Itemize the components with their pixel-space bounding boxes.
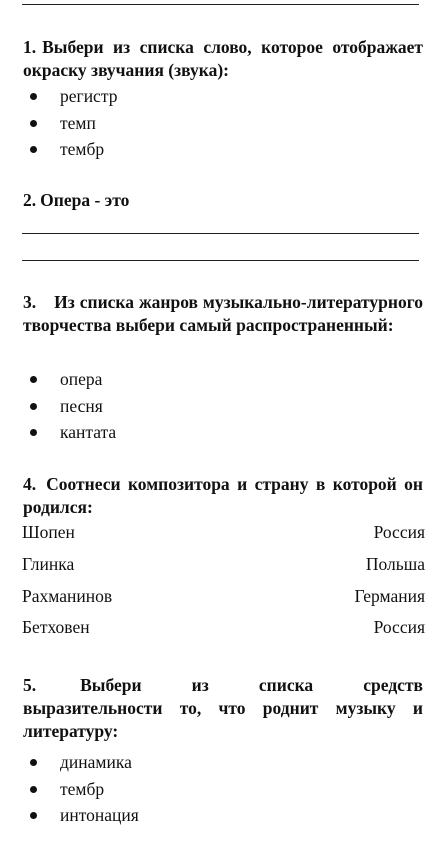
question-2-number: 2. xyxy=(23,190,37,210)
question-3-number: 3. xyxy=(23,292,37,312)
list-item xyxy=(26,366,116,393)
question-2-text: Опера - это xyxy=(40,190,130,210)
bullet-icon xyxy=(30,429,37,436)
list-item xyxy=(26,419,116,446)
match-row xyxy=(22,612,425,642)
question-1-number: 1. xyxy=(23,37,37,57)
question-5-options xyxy=(26,749,139,829)
question-5-text: Выбери из списка средств выразительности то, что роднит музыку и литературу: xyxy=(23,675,423,741)
option-label: интонация xyxy=(60,805,139,825)
question-3-text: Из списка жанров музыкально-литературного творчества выбери самый распространенный: xyxy=(23,292,423,335)
question-4-title xyxy=(23,473,423,519)
question-1-text: Выбери из списка слово, которое отображает окраску звучания (звука): xyxy=(23,37,423,80)
option-label: динамика xyxy=(60,752,132,772)
match-row xyxy=(22,517,425,547)
option-label: регистр xyxy=(60,86,118,106)
answer-line-top xyxy=(22,4,419,5)
country-name: Германия xyxy=(354,586,425,606)
question-1-options xyxy=(26,83,117,163)
question-1-title xyxy=(23,36,423,82)
bullet-icon xyxy=(30,403,37,410)
answer-line-1 xyxy=(22,233,419,234)
list-item xyxy=(26,136,117,163)
answer-line-2 xyxy=(22,260,419,261)
question-5-title xyxy=(23,674,423,743)
option-label: тембр xyxy=(60,778,105,799)
bullet-icon xyxy=(30,146,37,153)
question-3-options xyxy=(26,366,116,446)
composer-name: Бетховен xyxy=(22,617,90,637)
list-item xyxy=(26,802,139,829)
option-label: темп xyxy=(60,112,96,133)
question-4-text: Соотнеси композитора и страну в которой он родился: xyxy=(23,474,423,517)
option-label: опера xyxy=(60,369,103,389)
question-5-number: 5. xyxy=(23,675,37,695)
composer-name: Глинка xyxy=(22,554,75,574)
match-row xyxy=(22,549,425,579)
question-2-title xyxy=(23,189,423,212)
bullet-icon xyxy=(30,759,37,766)
list-item xyxy=(26,83,117,110)
composer-name: Шопен xyxy=(22,522,75,542)
list-item xyxy=(26,393,116,420)
question-3-title xyxy=(23,291,423,337)
country-name: Россия xyxy=(373,522,425,542)
bullet-icon xyxy=(30,376,37,383)
country-name: Польша xyxy=(365,554,425,574)
match-row xyxy=(22,581,425,611)
question-4-number: 4. xyxy=(23,474,37,494)
option-label: песня xyxy=(60,395,103,416)
country-name: Россия xyxy=(373,617,425,637)
bullet-icon xyxy=(30,120,37,127)
list-item xyxy=(26,776,139,803)
bullet-icon xyxy=(30,93,37,100)
option-label: кантата xyxy=(60,422,117,442)
list-item xyxy=(26,749,139,776)
bullet-icon xyxy=(30,786,37,793)
list-item xyxy=(26,110,117,137)
option-label: тембр xyxy=(60,139,105,159)
composer-name: Рахманинов xyxy=(22,586,113,606)
bullet-icon xyxy=(30,812,37,819)
